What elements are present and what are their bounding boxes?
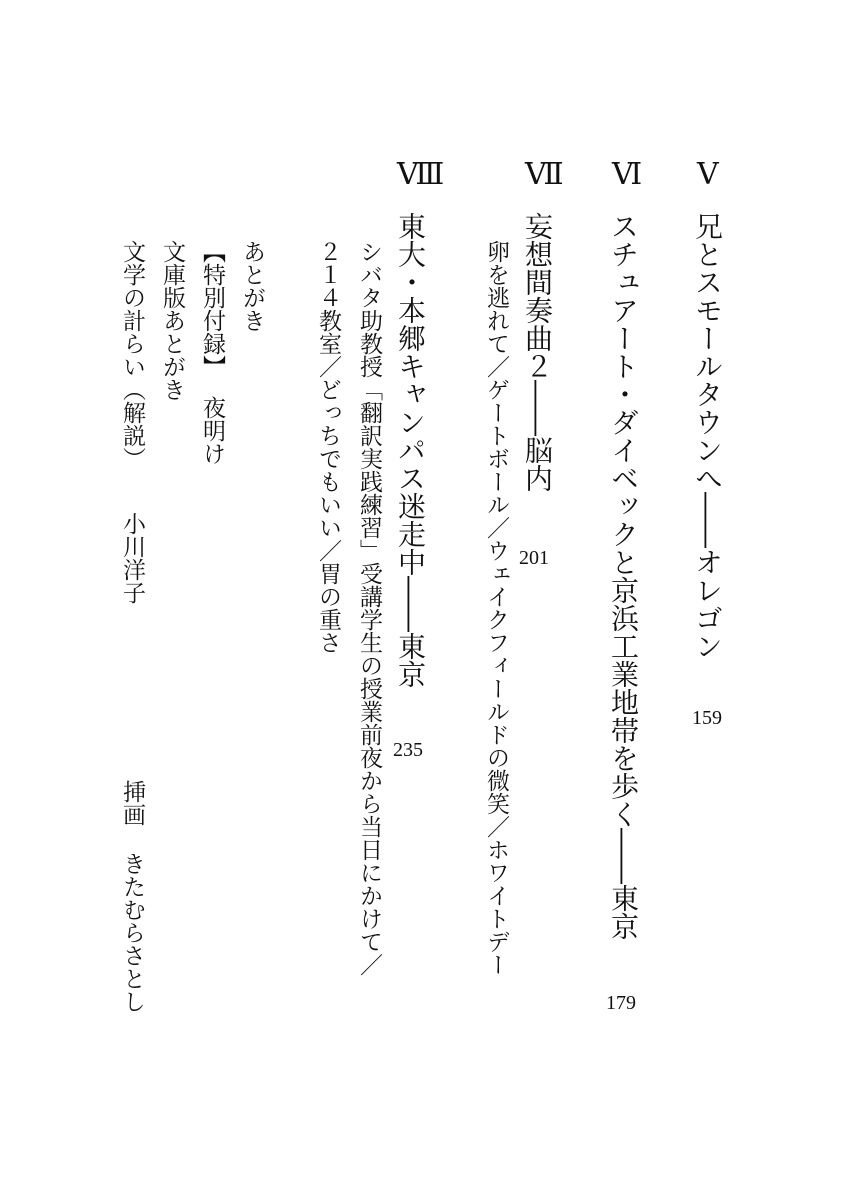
part-viii-numeral: Ⅷ — [397, 158, 443, 191]
part-viii-title: 東大・本郷キャンパス迷走中――東京 — [394, 212, 427, 688]
part-vii-subtitle: 卵を逃れて／ゲートボール／ウェイクフィールドの微笑／ホワイトデー — [483, 240, 509, 976]
special-appendix-label: 【特別付録】 — [199, 240, 225, 378]
part-v-title: 兄とスモールタウンへ――オレゴン — [691, 212, 724, 660]
part-viii-subtitle-line1: シバタ助教授「翻訳実践練習」受講学生の授業前夜から当日にかけて／ — [356, 240, 382, 976]
commentary-entry: 文学の計らい（解説） — [119, 240, 145, 470]
illustration-label: 挿画 — [119, 780, 145, 826]
part-v-numeral: Ⅴ — [697, 158, 717, 191]
part-vi-page: 179 — [606, 992, 636, 1014]
part-vii-page: 201 — [519, 547, 549, 569]
afterword-entry: あとがき — [239, 240, 265, 332]
part-viii-page: 235 — [393, 739, 423, 761]
commentary-author: 小川洋子 — [119, 512, 145, 604]
part-viii-subtitle-line2: ２１４教室／どっちでもいい／胃の重さ — [315, 240, 341, 654]
special-appendix-title: 夜明け — [199, 396, 225, 465]
illustrator-name: きたむらさとし — [119, 852, 145, 1013]
bunko-afterword-entry: 文庫版あとがき — [159, 240, 185, 401]
part-vii-title: 妄想間奏曲２――脳内 — [521, 212, 554, 492]
special-appendix-entry — [200, 240, 223, 465]
part-v-page: 159 — [692, 707, 722, 729]
part-vi-numeral: Ⅵ — [612, 158, 641, 191]
part-vii-numeral: Ⅶ — [525, 158, 562, 191]
part-vi-title: スチュアート・ダイベックと京浜工業地帯を歩く――東京 — [607, 212, 640, 940]
